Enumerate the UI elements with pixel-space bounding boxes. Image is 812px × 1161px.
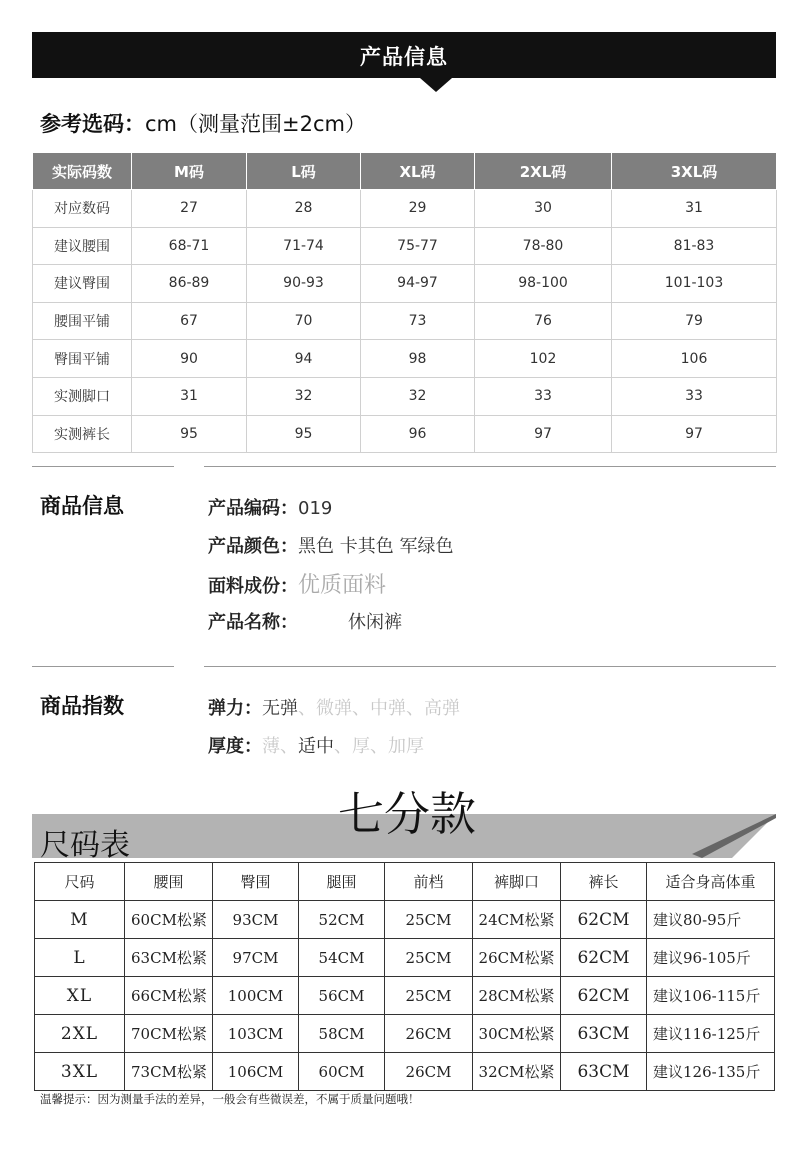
thickness-line [208, 732, 424, 758]
table-cell: 106CM [213, 1053, 299, 1091]
table-cell: 29 [361, 190, 475, 228]
thickness-label: 厚度： [208, 736, 262, 757]
row-label: 实测脚口 [33, 377, 132, 415]
table-cell: 68-71 [132, 227, 247, 265]
table-cell: 60CM松紧 [125, 901, 213, 939]
table-cell: 70CM松紧 [125, 1015, 213, 1053]
table-cell: 31 [612, 190, 777, 228]
table-cell: 33 [475, 377, 612, 415]
product-name-value: 休闲裤 [348, 612, 402, 633]
table-cell: 建议106-115斤 [647, 977, 775, 1015]
table-cell: 28CM松紧 [473, 977, 561, 1015]
size-chart-header: 臀围 [213, 863, 299, 901]
table-cell: 52CM [299, 901, 385, 939]
size-chart-table [34, 862, 775, 1091]
table-cell: 97 [475, 415, 612, 453]
elasticity-selected: 无弹 [262, 698, 298, 719]
table-row [35, 901, 775, 939]
table-cell: 63CM [561, 1015, 647, 1053]
table-row [35, 939, 775, 977]
table-cell: 101-103 [612, 265, 777, 303]
thickness-options: 、厚、加厚 [334, 736, 424, 757]
table-cell: 71-74 [247, 227, 361, 265]
table-cell: 66CM松紧 [125, 977, 213, 1015]
size-table-header: 3XL码 [612, 153, 777, 190]
table-cell: 90 [132, 340, 247, 378]
table-cell: 27 [132, 190, 247, 228]
table-cell: 75-77 [361, 227, 475, 265]
product-color-label: 产品颜色： [208, 536, 298, 557]
table-cell: 70 [247, 302, 361, 340]
table-cell: 79 [612, 302, 777, 340]
table-cell: 26CM [385, 1015, 473, 1053]
table-row [33, 227, 777, 265]
size-chart-header: 尺码 [35, 863, 125, 901]
table-cell: 60CM [299, 1053, 385, 1091]
size-chart-header: 裤长 [561, 863, 647, 901]
table-cell: 100CM [213, 977, 299, 1015]
table-cell: 建议126-135斤 [647, 1053, 775, 1091]
divider [32, 666, 174, 667]
header-title: 产品信息 [360, 45, 448, 69]
size-chart-title: 尺码表 [40, 828, 130, 863]
table-cell: 31 [132, 377, 247, 415]
size-cell: L [35, 939, 125, 977]
table-cell: 97 [612, 415, 777, 453]
table-cell: 25CM [385, 901, 473, 939]
size-table-header: 2XL码 [475, 153, 612, 190]
table-cell: 86-89 [132, 265, 247, 303]
row-label: 建议臀围 [33, 265, 132, 303]
tip-note: 温馨提示：因为测量手法的差异，一般会有些微误差，不属于质量问题哦！ [40, 1092, 420, 1106]
table-cell: 32CM松紧 [473, 1053, 561, 1091]
table-cell: 30CM松紧 [473, 1015, 561, 1053]
table-row [33, 190, 777, 228]
product-name-label: 产品名称： [208, 612, 298, 633]
table-cell: 25CM [385, 977, 473, 1015]
table-row [33, 265, 777, 303]
fabric-value: 优质面料 [298, 573, 387, 598]
fabric-line [208, 568, 386, 599]
size-chart-header: 适合身高体重 [647, 863, 775, 901]
size-cell: 2XL [35, 1015, 125, 1053]
table-cell: 81-83 [612, 227, 777, 265]
size-reference-table [32, 152, 777, 453]
table-cell: 95 [132, 415, 247, 453]
table-cell: 24CM松紧 [473, 901, 561, 939]
row-label: 实测裤长 [33, 415, 132, 453]
table-cell: 73 [361, 302, 475, 340]
thickness-option-thin: 薄、 [262, 736, 298, 757]
table-row [33, 340, 777, 378]
thickness-selected: 适中 [298, 736, 334, 757]
table-cell: 62CM [561, 977, 647, 1015]
product-code-line [208, 494, 332, 520]
reference-text: cm（测量范围±2cm） [145, 112, 366, 136]
table-cell: 32 [361, 377, 475, 415]
table-cell: 94-97 [361, 265, 475, 303]
table-cell: 67 [132, 302, 247, 340]
size-cell: XL [35, 977, 125, 1015]
table-cell: 58CM [299, 1015, 385, 1053]
row-label: 建议腰围 [33, 227, 132, 265]
table-cell: 建议80-95斤 [647, 901, 775, 939]
table-cell: 98-100 [475, 265, 612, 303]
product-index-title: 商品指数 [40, 694, 124, 718]
size-table-header-row [33, 153, 777, 190]
table-row [35, 977, 775, 1015]
reference-label: 参考选码： [40, 112, 145, 136]
table-cell: 78-80 [475, 227, 612, 265]
table-row [35, 1015, 775, 1053]
table-cell: 106 [612, 340, 777, 378]
table-cell: 98 [361, 340, 475, 378]
divider [204, 466, 776, 467]
table-row [33, 377, 777, 415]
table-cell: 103CM [213, 1015, 299, 1053]
table-cell: 94 [247, 340, 361, 378]
table-cell: 建议96-105斤 [647, 939, 775, 977]
table-cell: 102 [475, 340, 612, 378]
table-cell: 93CM [213, 901, 299, 939]
size-cell: M [35, 901, 125, 939]
table-row [33, 415, 777, 453]
size-table-header: L码 [247, 153, 361, 190]
elasticity-line [208, 694, 460, 720]
size-chart-header: 裤脚口 [473, 863, 561, 901]
elasticity-options: 、微弹、中弹、高弹 [298, 698, 460, 719]
table-cell: 建议116-125斤 [647, 1015, 775, 1053]
table-row [35, 1053, 775, 1091]
size-chart-header-row [35, 863, 775, 901]
reference-line [40, 108, 366, 138]
table-cell: 25CM [385, 939, 473, 977]
table-cell: 54CM [299, 939, 385, 977]
size-chart-header: 前档 [385, 863, 473, 901]
table-cell: 32 [247, 377, 361, 415]
table-cell: 30 [475, 190, 612, 228]
product-color-line [208, 532, 453, 558]
row-label: 腰围平铺 [33, 302, 132, 340]
size-cell: 3XL [35, 1053, 125, 1091]
row-label: 臀围平铺 [33, 340, 132, 378]
divider [32, 466, 174, 467]
table-cell: 95 [247, 415, 361, 453]
fabric-label: 面料成份： [208, 576, 298, 597]
row-label: 对应数码 [33, 190, 132, 228]
table-cell: 26CM松紧 [473, 939, 561, 977]
table-cell: 26CM [385, 1053, 473, 1091]
table-cell: 73CM松紧 [125, 1053, 213, 1091]
table-cell: 90-93 [247, 265, 361, 303]
product-info-title: 商品信息 [40, 494, 124, 518]
table-cell: 97CM [213, 939, 299, 977]
size-table-header: M码 [132, 153, 247, 190]
product-code-label: 产品编码： [208, 498, 298, 519]
table-cell: 76 [475, 302, 612, 340]
header-notch [420, 78, 452, 92]
table-cell: 33 [612, 377, 777, 415]
size-table-header: XL码 [361, 153, 475, 190]
table-cell: 62CM [561, 939, 647, 977]
table-cell: 96 [361, 415, 475, 453]
product-color-value: 黑色 卡其色 军绿色 [298, 536, 454, 557]
style-title: 七分款 [338, 787, 476, 841]
table-row [33, 302, 777, 340]
table-cell: 63CM [561, 1053, 647, 1091]
product-name-line [208, 608, 402, 634]
divider [204, 666, 776, 667]
table-cell: 28 [247, 190, 361, 228]
table-cell: 63CM松紧 [125, 939, 213, 977]
size-chart-header: 腿围 [299, 863, 385, 901]
size-chart-header: 腰围 [125, 863, 213, 901]
elasticity-label: 弹力： [208, 698, 262, 719]
header-bar [32, 32, 776, 78]
table-cell: 56CM [299, 977, 385, 1015]
product-code-value: 019 [298, 498, 333, 519]
table-cell: 62CM [561, 901, 647, 939]
size-table-header: 实际码数 [33, 153, 132, 190]
